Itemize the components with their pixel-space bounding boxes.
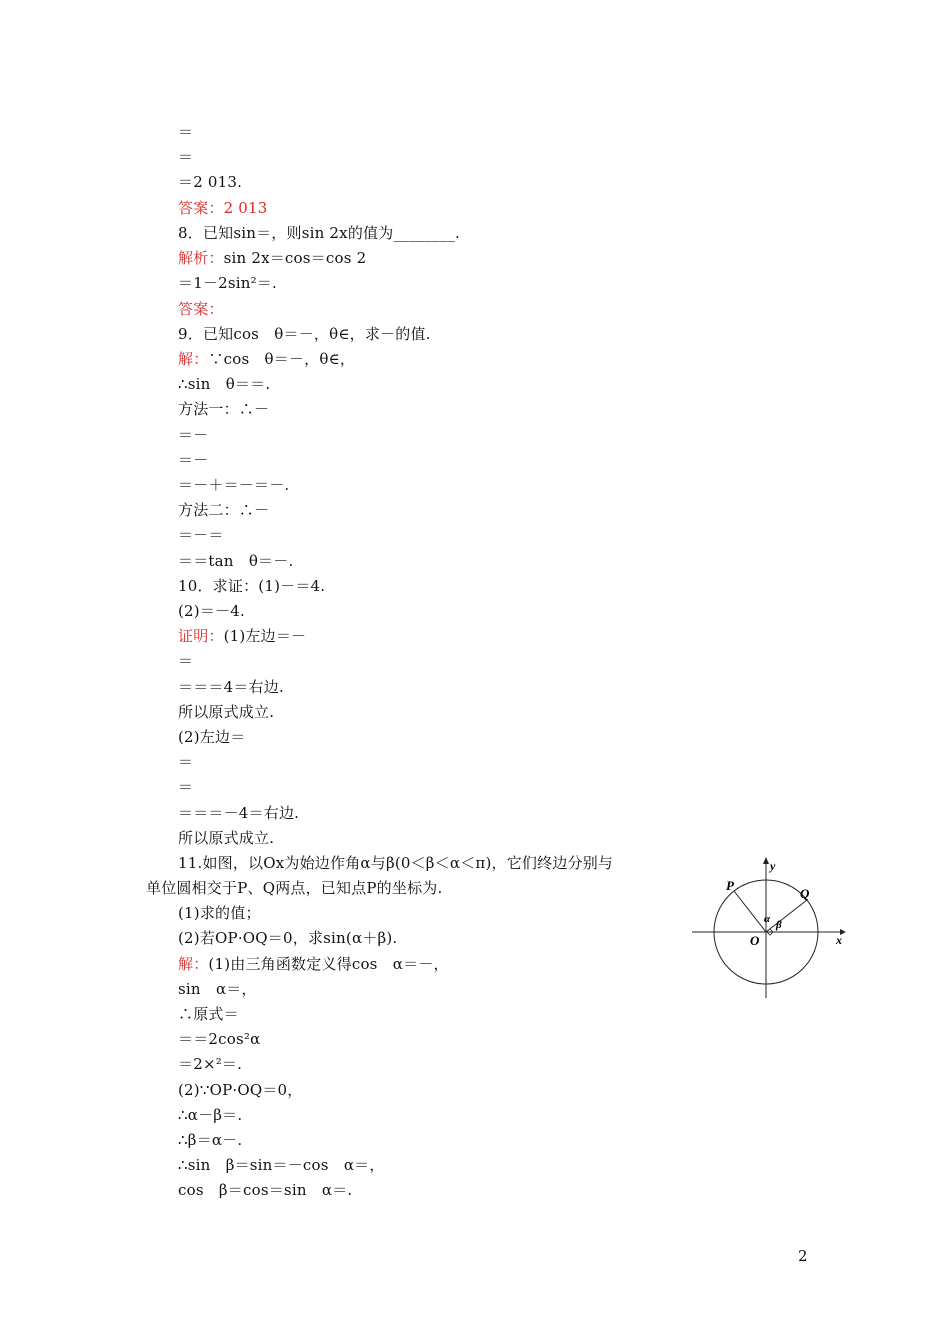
- point-q-label: Q: [800, 886, 810, 901]
- text-line: ＝2×²＝.: [178, 1055, 243, 1073]
- text-line: (2)若OP·OQ＝0，求sin(α＋β).: [178, 929, 398, 947]
- y-label: y: [770, 859, 776, 873]
- solution-text: ∵cos θ＝－，θ∈，: [208, 350, 356, 368]
- question-9: 9．已知cos θ＝－，θ∈，求－的值.: [178, 325, 431, 343]
- text-line: ＝: [178, 753, 194, 771]
- text-line: ＝－: [178, 451, 209, 469]
- text-line: (2)∵OP·OQ＝0，: [178, 1081, 303, 1099]
- text-line: sin α＝，: [178, 980, 257, 998]
- text-line: ＝2 013.: [178, 173, 243, 191]
- proof-label: 证明：: [178, 627, 224, 645]
- terminal-side-p: [734, 891, 766, 932]
- text-line: ＝－＝: [178, 526, 224, 544]
- text-line: ＝: [178, 148, 194, 166]
- terminal-side-q: [766, 900, 807, 932]
- text-line: ∴原式＝: [178, 1005, 239, 1023]
- text-line: ＝＝2cos²α: [178, 1030, 261, 1048]
- analysis-line: [178, 248, 366, 268]
- solution-label: 解：: [178, 350, 209, 368]
- solution-label: 解：: [178, 955, 209, 973]
- analysis-text: sin 2x＝cos＝cos 2: [223, 249, 367, 267]
- solution-line: [178, 954, 449, 974]
- answer-line: 答案：2 013: [178, 199, 268, 217]
- analysis-label: 解析：: [178, 249, 224, 267]
- text-line: ∴sin β＝sin＝－cos α＝，: [178, 1156, 385, 1174]
- text-line: ＝－＋＝－＝－.: [178, 476, 290, 494]
- proof-text: (1)左边＝－: [223, 627, 307, 645]
- answer-blank: ________.: [393, 224, 461, 242]
- text-line: (2)左边＝: [178, 728, 246, 746]
- text-line: 所以原式成立.: [178, 829, 275, 847]
- y-axis-arrow: [763, 857, 769, 864]
- text-line: 方法一：∴－: [178, 400, 270, 418]
- text-line: (1)求的值；: [178, 904, 261, 922]
- question-11: 11.如图，以Ox为始边作角α与β(0＜β＜α＜π)，它们终边分别与: [178, 854, 614, 872]
- text-line: ＝: [178, 123, 194, 141]
- solution-line: [178, 349, 355, 369]
- text-line: ∴α－β＝.: [178, 1106, 243, 1124]
- text-line: ＝＝＝4＝右边.: [178, 678, 284, 696]
- text-line: 所以原式成立.: [178, 703, 275, 721]
- text-line: cos β＝cos＝sin α＝.: [178, 1181, 353, 1199]
- x-label: x: [836, 933, 842, 947]
- unit-circle-figure: [690, 852, 850, 1002]
- text-line: ＝: [178, 778, 194, 796]
- question-10: 10．求证：(1)－＝4.: [178, 577, 326, 595]
- text-line: ＝－: [178, 426, 209, 444]
- question-8-text: 8．已知sin＝，则sin 2x的值为: [178, 224, 394, 242]
- text-line: ＝＝tan θ＝－.: [178, 552, 294, 570]
- text-line: ∴β＝α－.: [178, 1131, 243, 1149]
- beta-label: β: [776, 919, 782, 931]
- answer-line: 答案：: [178, 300, 224, 318]
- text-line: ＝: [178, 652, 194, 670]
- alpha-label: α: [764, 913, 771, 925]
- origin-label: O: [750, 933, 760, 948]
- text-line: 方法二：∴－: [178, 501, 270, 519]
- point-p-label: P: [726, 878, 734, 893]
- text-line: (2)＝－4.: [178, 602, 245, 620]
- page-number: 2: [798, 1247, 808, 1265]
- proof-line: [178, 626, 306, 646]
- question-8: [178, 223, 460, 243]
- solution-text: (1)由三角函数定义得cos α＝－，: [208, 955, 449, 973]
- text-line: ∴sin θ＝＝.: [178, 375, 271, 393]
- text-line: 单位圆相交于P、Q两点，已知点P的坐标为.: [146, 879, 443, 897]
- text-line: ＝＝＝－4＝右边.: [178, 804, 300, 822]
- text-line: ＝1－2sin²＝.: [178, 274, 278, 292]
